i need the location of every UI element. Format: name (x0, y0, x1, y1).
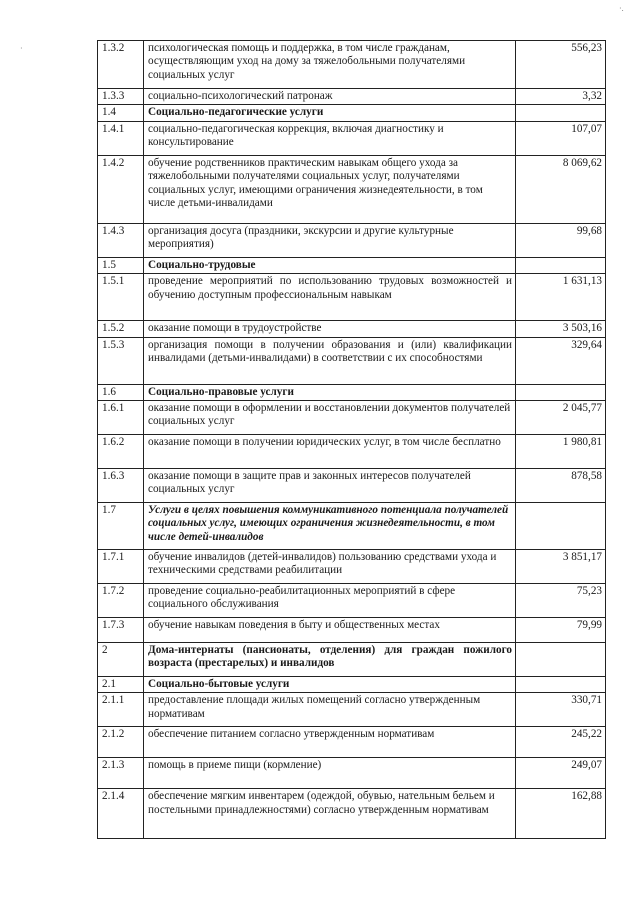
row-value: 1 631,13 (516, 274, 606, 321)
row-value (516, 105, 606, 121)
scan-speck: · (20, 44, 23, 53)
row-value: 2 045,77 (516, 401, 606, 435)
section-row (98, 503, 606, 550)
table-row (98, 758, 606, 789)
table-row (98, 337, 606, 384)
row-text: социально-психологический патронаж (144, 89, 516, 105)
table-row (98, 274, 606, 321)
row-value: 79,99 (516, 618, 606, 643)
row-code: 2.1.4 (98, 789, 144, 839)
row-text: обучение навыкам поведения в быту и общественных местах (144, 618, 516, 643)
row-text: организация помощи в получении образования и (или) квалификации инвалидами (детьми-инвалидами) в соответствии с их способностями (144, 337, 516, 384)
row-text: проведение мероприятий по использованию трудовых возможностей и обучению доступным профессиональным навыкам (144, 274, 516, 321)
table-row (98, 584, 606, 618)
row-value: 3 503,16 (516, 321, 606, 337)
row-text: оказание помощи в защите прав и законных интересов получателей социальных услуг (144, 469, 516, 503)
table-row (98, 435, 606, 469)
row-code: 1.3.3 (98, 89, 144, 105)
row-value: 330,71 (516, 693, 606, 727)
row-text: предоставление площади жилых помещений согласно утвержденным нормативам (144, 693, 516, 727)
row-code: 1.5.2 (98, 321, 144, 337)
row-value: 245,22 (516, 727, 606, 758)
row-code: 1.3.2 (98, 41, 144, 89)
row-value: 3,32 (516, 89, 606, 105)
section-title: Услуги в целях повышения коммуникативного потенциала получателей социальных услуг, имеющих ограничения жизнедеятельности, в том числе детей-инвалидов (144, 503, 516, 550)
section-row (98, 677, 606, 693)
row-value: 556,23 (516, 41, 606, 89)
row-value: 99,68 (516, 223, 606, 257)
row-text: социально-педагогическая коррекция, включая диагностику и консультирование (144, 121, 516, 155)
row-value: 3 851,17 (516, 550, 606, 584)
table-row (98, 727, 606, 758)
row-code: 1.7.1 (98, 550, 144, 584)
row-code: 1.5.1 (98, 274, 144, 321)
row-text: обеспечение питанием согласно утвержденным нормативам (144, 727, 516, 758)
row-text: помощь в приеме пищи (кормление) (144, 758, 516, 789)
section-row (98, 384, 606, 400)
row-code: 1.7.2 (98, 584, 144, 618)
table-row (98, 469, 606, 503)
section-title: Социально-бытовые услуги (144, 677, 516, 693)
table-row (98, 121, 606, 155)
table-row (98, 155, 606, 223)
row-code: 2 (98, 643, 144, 677)
row-value: 1 980,81 (516, 435, 606, 469)
table-row (98, 401, 606, 435)
section-row (98, 105, 606, 121)
section-title: Дома-интернаты (пансионаты, отделения) для граждан пожилого возраста (престарелых) и инвалидов (144, 643, 516, 677)
row-value: 878,58 (516, 469, 606, 503)
table-row (98, 618, 606, 643)
row-value (516, 677, 606, 693)
section-title: Социально-педагогические услуги (144, 105, 516, 121)
section-row (98, 257, 606, 273)
row-value: 249,07 (516, 758, 606, 789)
row-code: 1.6.3 (98, 469, 144, 503)
row-code: 2.1.3 (98, 758, 144, 789)
section-title: Социально-трудовые (144, 257, 516, 273)
row-code: 1.6.2 (98, 435, 144, 469)
row-code: 1.7.3 (98, 618, 144, 643)
table-row (98, 693, 606, 727)
row-text: обучение инвалидов (детей-инвалидов) пользованию средствами ухода и техническими средствами реабилитации (144, 550, 516, 584)
row-text: проведение социально-реабилитационных мероприятий в сфере социального обслуживания (144, 584, 516, 618)
row-text: обучение родственников практическим навыкам общего ухода за тяжелобольными получателями социальных услуг, получателями социальных услуг, имеющими ограничения жизнедеятельности, в том числе детьми-инвалидами (144, 155, 516, 223)
section-row (98, 643, 606, 677)
table-row (98, 789, 606, 839)
table-row (98, 321, 606, 337)
row-code: 1.4.1 (98, 121, 144, 155)
row-code: 1.6.1 (98, 401, 144, 435)
row-text: психологическая помощь и поддержка, в том числе гражданам, осуществляющим уход на дому за тяжелобольными получателями социальных услуг (144, 41, 516, 89)
row-code: 1.5.3 (98, 337, 144, 384)
row-code: 1.5 (98, 257, 144, 273)
row-code: 2.1 (98, 677, 144, 693)
row-code: 1.4.3 (98, 223, 144, 257)
scan-speck: ·. (619, 4, 624, 13)
table-row (98, 550, 606, 584)
table-row (98, 223, 606, 257)
row-value (516, 257, 606, 273)
row-code: 1.4.2 (98, 155, 144, 223)
row-code: 1.4 (98, 105, 144, 121)
row-code: 1.6 (98, 384, 144, 400)
row-text: оказание помощи в получении юридических услуг, в том числе бесплатно (144, 435, 516, 469)
row-value (516, 384, 606, 400)
section-title: Социально-правовые услуги (144, 384, 516, 400)
row-text: обеспечение мягким инвентарем (одеждой, обувью, нательным бельем и постельными принадлежностями) согласно утвержденным нормативам (144, 789, 516, 839)
row-value: 162,88 (516, 789, 606, 839)
row-value: 329,64 (516, 337, 606, 384)
row-code: 1.7 (98, 503, 144, 550)
row-value (516, 503, 606, 550)
row-value: 107,07 (516, 121, 606, 155)
table-row (98, 41, 606, 89)
row-value: 8 069,62 (516, 155, 606, 223)
row-code: 2.1.1 (98, 693, 144, 727)
row-text: оказание помощи в оформлении и восстановлении документов получателей социальных услуг (144, 401, 516, 435)
services-tariff-table (97, 40, 606, 839)
row-value (516, 643, 606, 677)
row-text: оказание помощи в трудоустройстве (144, 321, 516, 337)
table-row (98, 89, 606, 105)
row-code: 2.1.2 (98, 727, 144, 758)
row-value: 75,23 (516, 584, 606, 618)
row-text: организация досуга (праздники, экскурсии и другие культурные мероприятия) (144, 223, 516, 257)
